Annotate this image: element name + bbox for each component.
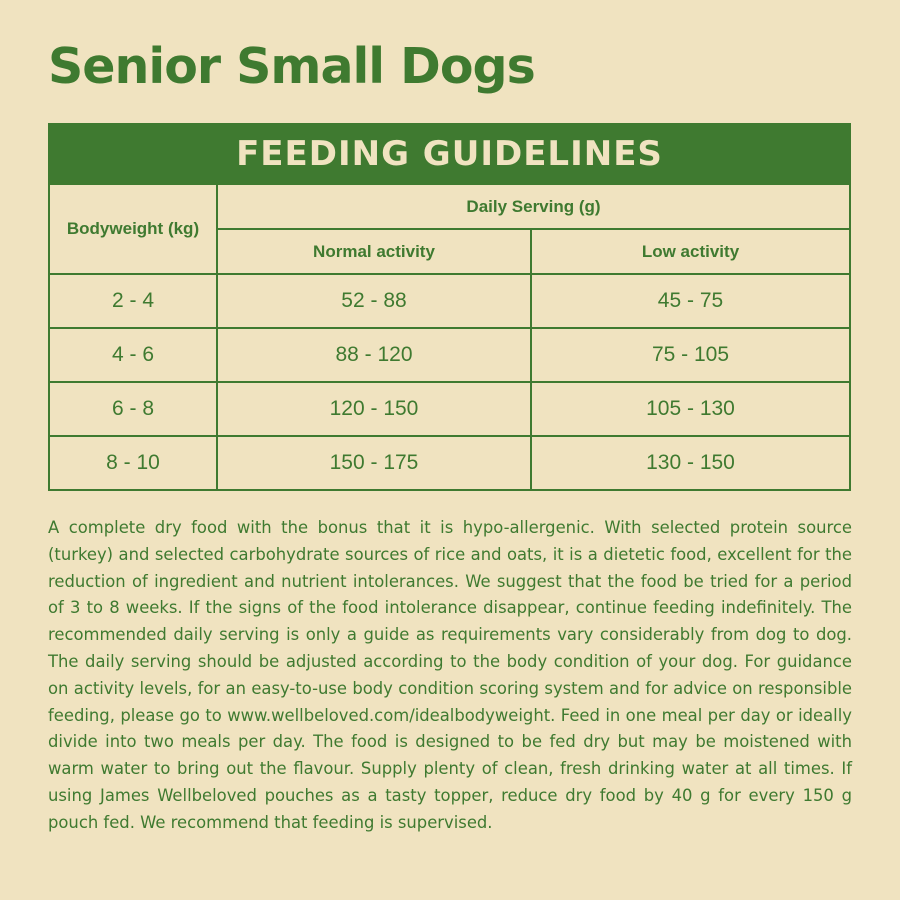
weight-cell: 4 - 6 <box>50 328 217 382</box>
normal-serving-cell: 88 - 120 <box>217 328 531 382</box>
normal-serving-cell: 52 - 88 <box>217 274 531 328</box>
low-serving-cell: 130 - 150 <box>531 436 849 489</box>
page-title: Senior Small Dogs <box>48 38 535 95</box>
low-serving-cell: 45 - 75 <box>531 274 849 328</box>
feeding-table <box>50 185 849 489</box>
table-row <box>50 436 849 489</box>
weight-cell: 8 - 10 <box>50 436 217 489</box>
low-serving-cell: 105 - 130 <box>531 382 849 436</box>
low-serving-cell: 75 - 105 <box>531 328 849 382</box>
table-row <box>50 328 849 382</box>
weight-cell: 2 - 4 <box>50 274 217 328</box>
table-row <box>50 274 849 328</box>
normal-serving-cell: 120 - 150 <box>217 382 531 436</box>
weight-cell: 6 - 8 <box>50 382 217 436</box>
normal-activity-header: Normal activity <box>217 229 531 274</box>
bodyweight-header: Bodyweight (kg) <box>50 185 217 274</box>
normal-serving-cell: 150 - 175 <box>217 436 531 489</box>
feeding-description: A complete dry food with the bonus that it is hypo-allergenic. With selected protein source (turkey) and selected carbohydrate sources of rice and oats, it is a dietetic food, excellent for the reduction of ingredient and nutrient intolerances. We suggest that the food be tried for a period of 3 to 8 weeks. If the signs of the food intolerance disappear, continue feeding indefinitely. The recommended daily serving is only a guide as requirements vary considerably from dog to dog. The daily serving should be adjusted according to the body condition of your dog. For guidance on activity levels, for an easy-to-use body condition scoring system and for advice on responsible feeding, please go to www.wellbeloved.com/idealbodyweight. Feed in one meal per day or ideally divide into two meals per day. The food is designed to be fed dry but may be moistened with warm water to bring out the flavour. Supply plenty of clean, fresh drinking water at all times. If using James Wellbeloved pouches as a tasty topper, reduce dry food by 40 g for every 150 g pouch fed. We recommend that feeding is supervised. <box>48 518 852 832</box>
table-row <box>50 382 849 436</box>
feeding-guidelines-table <box>48 123 851 491</box>
daily-serving-header: Daily Serving (g) <box>217 185 849 229</box>
low-activity-header: Low activity <box>531 229 849 274</box>
table-banner: FEEDING GUIDELINES <box>50 125 849 185</box>
